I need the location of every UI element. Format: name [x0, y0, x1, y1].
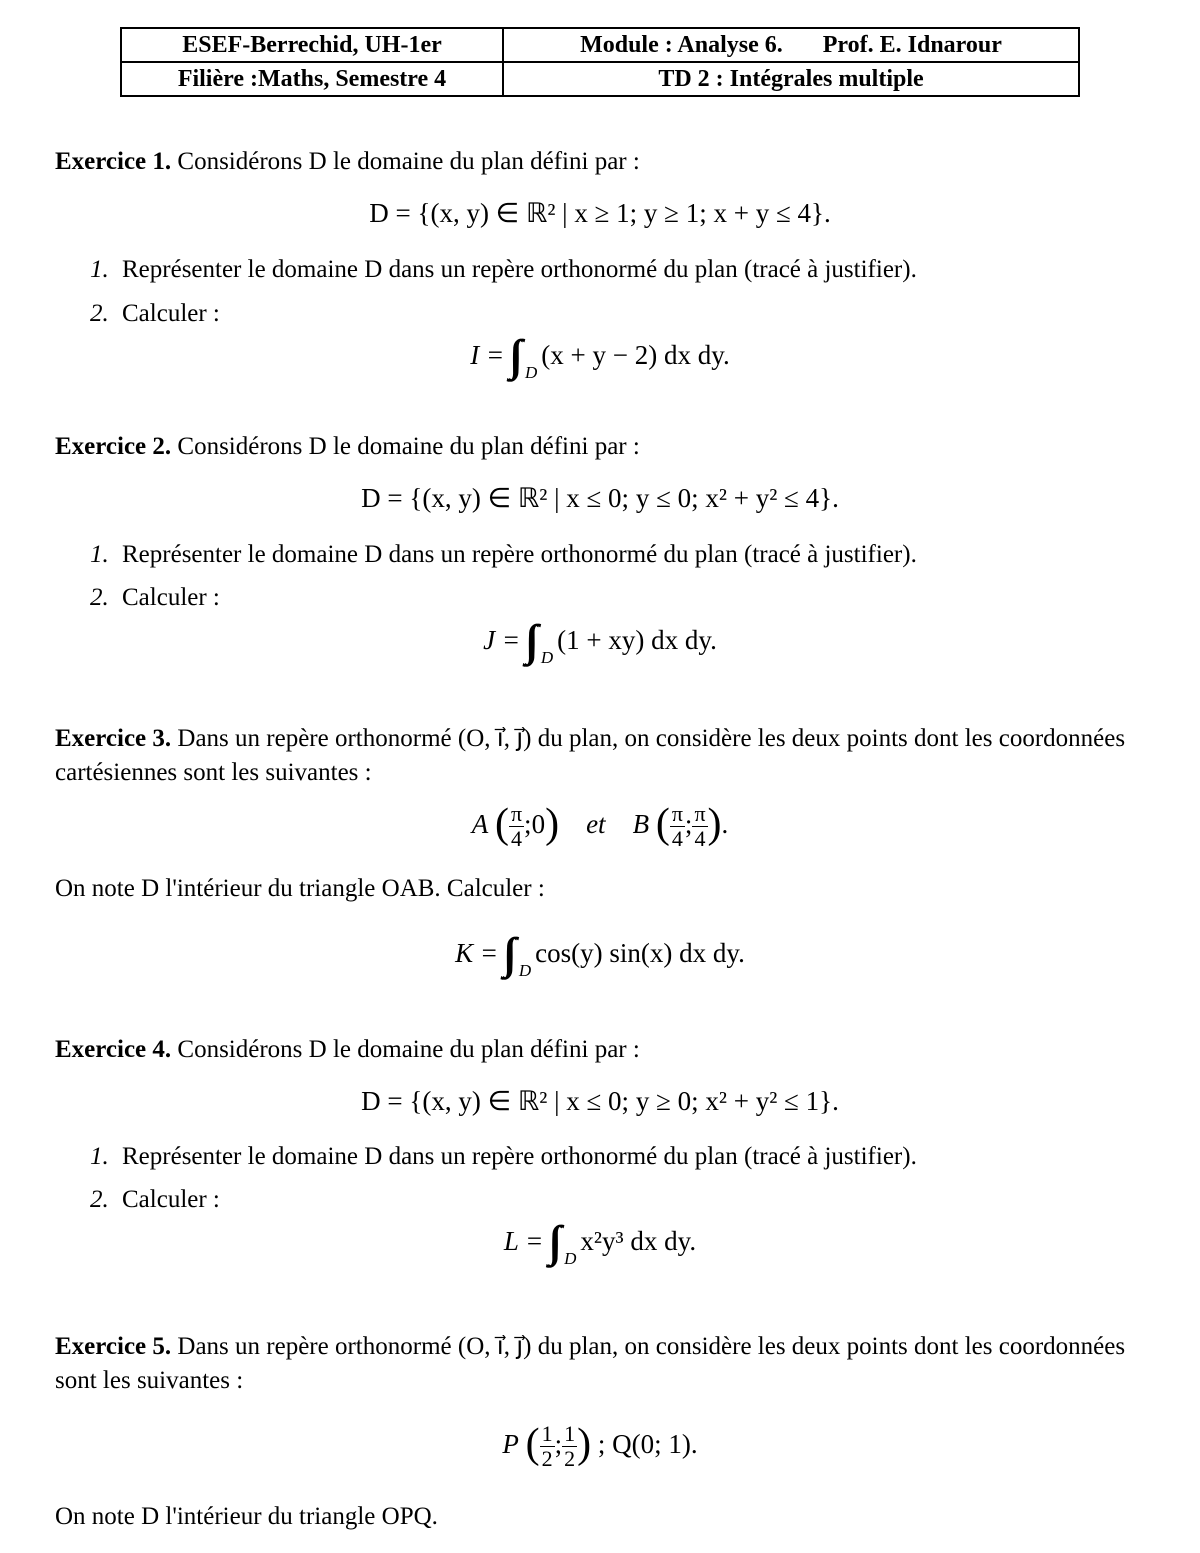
ex4-domain: D = {(x, y) ∈ ℝ² | x ≤ 0; y ≥ 0; x² + y² ≤ 1}.: [361, 1086, 839, 1116]
header-institution: ESEF-Berrechid, UH-1er: [121, 28, 503, 62]
ex4-intro: Exercice 4. Considérons D le domaine du plan défini par :: [55, 1036, 640, 1063]
ex3-note: On note D l'intérieur du triangle OAB. Calculer :: [55, 875, 545, 902]
ex1-question-2: 2. Calculer :: [90, 300, 220, 327]
ex2-intro: Exercice 2. Considérons D le domaine du plan défini par :: [55, 433, 640, 460]
ex2-question-2: 2. Calculer :: [90, 584, 220, 611]
ex2-domain: D = {(x, y) ∈ ℝ² | x ≤ 0; y ≤ 0; x² + y² ≤ 4}.: [361, 483, 839, 513]
header-table: [120, 27, 1080, 97]
ex5-intro: Exercice 5. Dans un repère orthonormé (O, i⃗, j⃗) du plan, on considère les deux points dont les coordonnées sont les suivantes :: [55, 1333, 1126, 1394]
ex2-question-1: 1. Représenter le domaine D dans un repère orthonormé du plan (tracé à justifier).: [90, 541, 917, 568]
ex4-question-1: 1. Représenter le domaine D dans un repère orthonormé du plan (tracé à justifier).: [90, 1143, 917, 1170]
ex1-intro: Exercice 1. Considérons D le domaine du plan défini par :: [55, 148, 640, 175]
ex2-integral: J = $_D$(1 + xy) dx dy.: [483, 625, 717, 667]
header-td-title: TD 2 : Intégrales multiple: [503, 62, 1079, 96]
ex3-integral: K = $_D$cos(y) sin(x) dx dy.: [455, 938, 745, 980]
ex3-points: A ( $\frac{\pi}{4}$ ;0) et B ( $\frac{\pi}{4}$ ; $\frac{\pi}{4}$ ).: [471, 801, 729, 852]
ex1-domain: D = {(x, y) ∈ ℝ² | x ≥ 1; y ≥ 1; x + y ≤ 4}.: [369, 198, 831, 228]
ex1-integral: I = $_D$(x + y − 2) dx dy.: [470, 340, 730, 382]
ex3-intro: Exercice 3. Dans un repère orthonormé (O, i⃗, j⃗) du plan, on considère les deux points dont les coordonnées cartésiennes sont les suivantes :: [55, 725, 1126, 786]
header-module: Module : Analyse 6. Prof. E. Idnarour: [503, 28, 1079, 62]
ex5-points: P ( $\frac{1}{2}$ ; $\frac{1}{2}$ ) ; Q(0; 1).: [502, 1421, 698, 1472]
ex4-integral: L = $_D$x²y³ dx dy.: [503, 1226, 697, 1268]
ex4-question-2: 2. Calculer :: [90, 1186, 220, 1213]
ex5-note: On note D l'intérieur du triangle OPQ.: [55, 1503, 438, 1530]
header-program: Filière :Maths, Semestre 4: [121, 62, 503, 96]
ex1-question-1: 1. Représenter le domaine D dans un repère orthonormé du plan (tracé à justifier).: [90, 256, 917, 283]
